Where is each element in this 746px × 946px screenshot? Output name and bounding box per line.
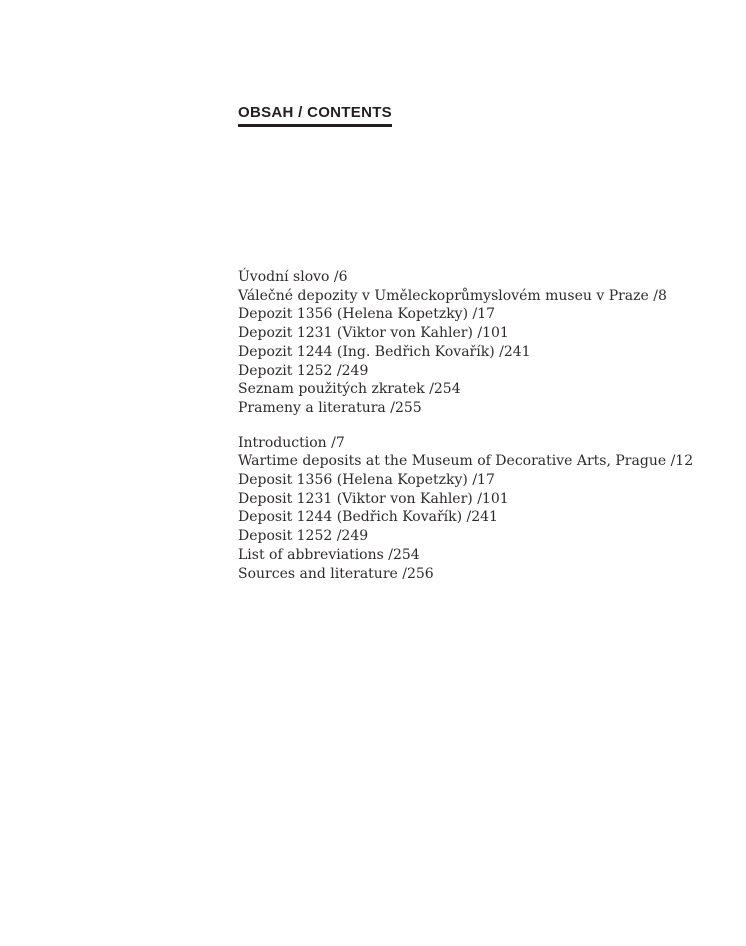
toc-line: List of abbreviations /254 xyxy=(238,546,420,563)
toc-line: Deposit 1356 (Helena Kopetzky) /17 xyxy=(238,472,495,489)
toc-block-english xyxy=(238,434,708,584)
toc-line: Deposit 1244 (Bedřich Kovařík) /241 xyxy=(238,509,498,526)
toc-line: Depozit 1356 (Helena Kopetzky) /17 xyxy=(238,306,496,323)
toc-line: Depozit 1244 (Ing. Bedřich Kovařík) /241 xyxy=(238,343,531,360)
toc-line: Úvodní slovo /6 xyxy=(238,269,348,285)
toc-line: Sources and literature /256 xyxy=(238,565,434,582)
toc-line: Depozit 1252 /249 xyxy=(238,362,369,379)
toc-line: Seznam použitých zkratek /254 xyxy=(238,381,461,398)
table-of-contents xyxy=(238,268,708,583)
toc-line: Prameny a literatura /255 xyxy=(238,399,422,416)
toc-line: Deposit 1231 (Viktor von Kahler) /101 xyxy=(238,490,509,507)
toc-block-czech xyxy=(238,268,708,418)
page-title: OBSAH / CONTENTS xyxy=(238,104,392,127)
toc-line: Válečné depozity v Uměleckoprůmyslovém museu v Praze /8 xyxy=(238,287,667,304)
toc-line: Deposit 1252 /249 xyxy=(238,528,369,545)
toc-line: Introduction /7 xyxy=(238,434,345,451)
toc-line: Depozit 1231 (Viktor von Kahler) /101 xyxy=(238,325,509,342)
toc-line: Wartime deposits at the Museum of Decorative Arts, Prague /12 xyxy=(238,453,694,470)
